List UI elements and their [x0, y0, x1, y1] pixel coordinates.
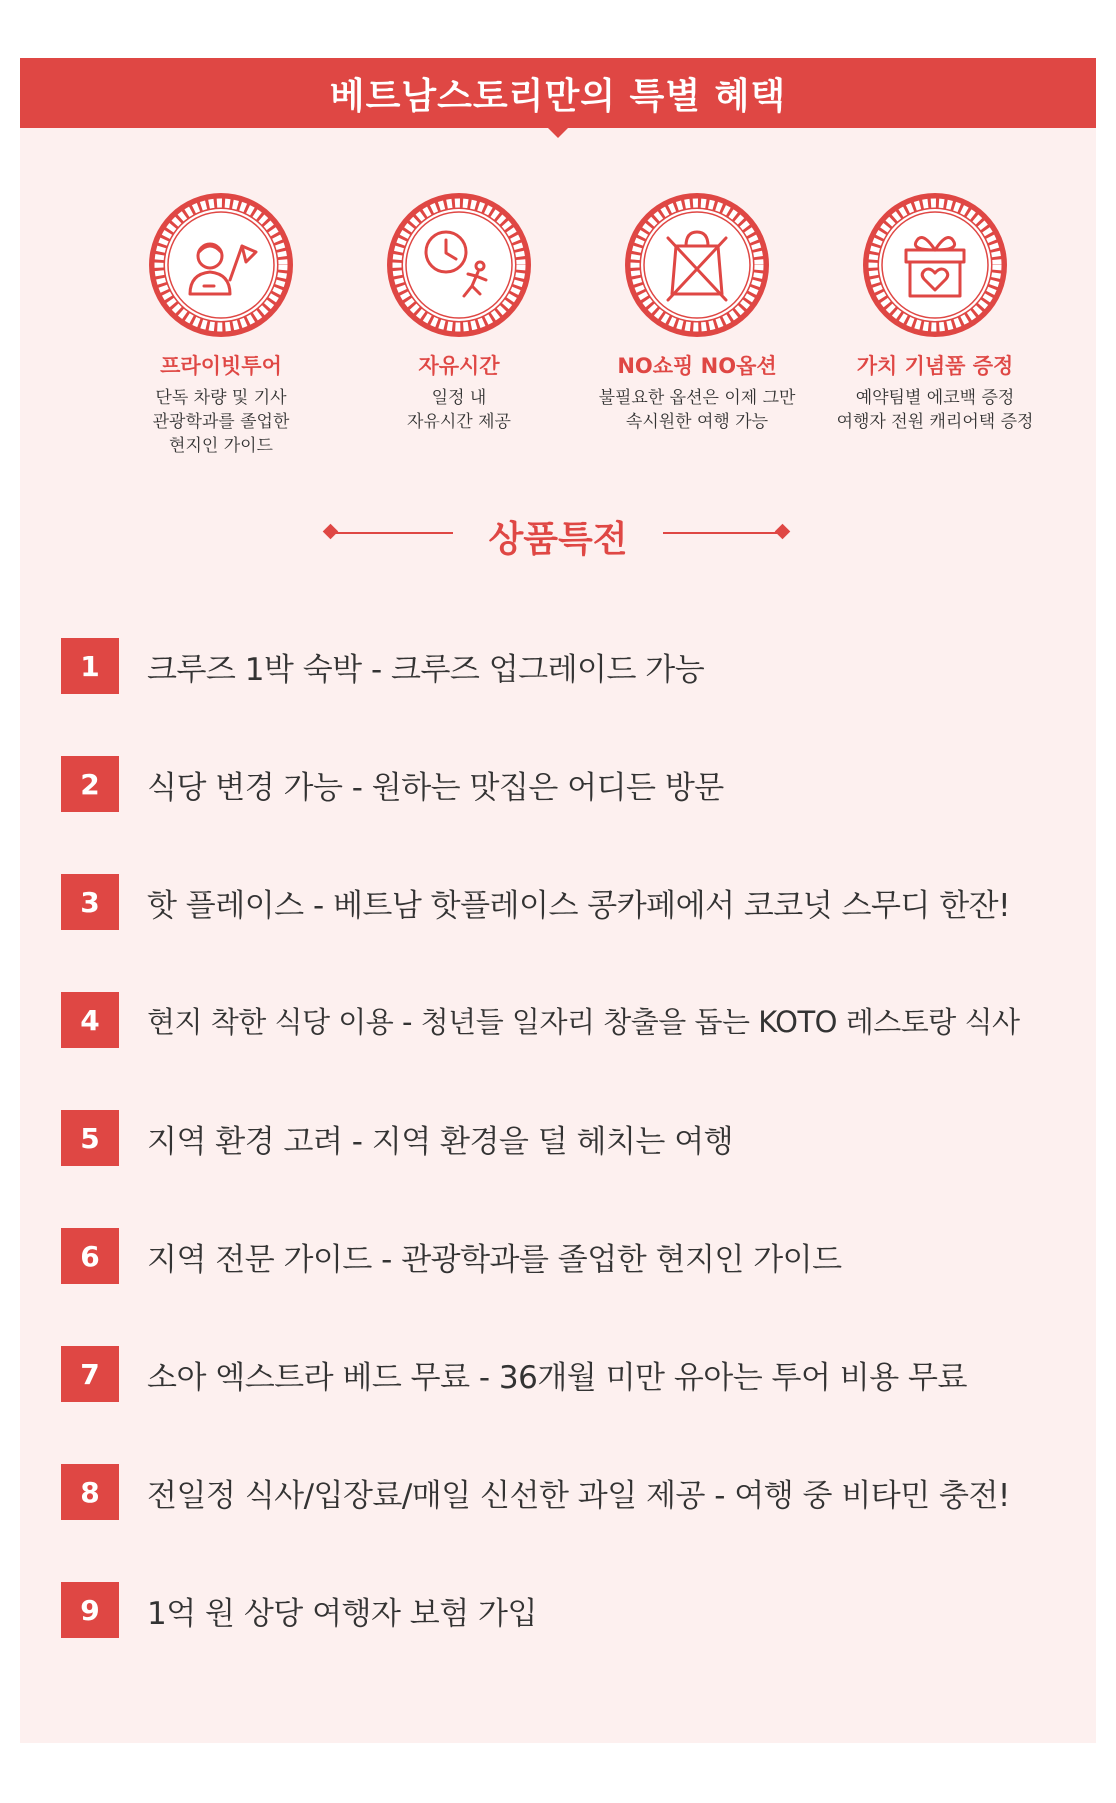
benefit-desc-line: 여행자 전원 캐리어택 증정	[836, 412, 1034, 432]
feature-text: 현지 착한 식당 이용 - 청년들 일자리 창출을 돕는 KOTO 레스토랑 식사	[147, 1004, 1020, 1039]
benefit-title: 프라이빗투어	[160, 354, 282, 378]
feature-number: 8	[61, 1464, 119, 1520]
banner	[20, 58, 1096, 128]
feature-item	[61, 1346, 1091, 1402]
feature-text: 1억 원 상당 여행자 보험 가입	[147, 1595, 537, 1632]
feature-number: 5	[61, 1110, 119, 1166]
divider-line-right	[663, 532, 783, 534]
feature-text: 전일정 식사/입장료/매일 신선한 과일 제공 - 여행 중 비타민 충전!	[147, 1477, 1010, 1514]
feature-number: 2	[61, 756, 119, 812]
feature-item	[61, 638, 1091, 694]
benefit-title: NO쇼핑 NO옵션	[617, 354, 777, 378]
benefit-desc-line: 불필요한 옵션은 이제 그만	[598, 388, 796, 408]
benefit-private-tour	[102, 190, 340, 458]
benefit-free-time	[340, 190, 578, 434]
benefit-desc-line: 단독 차량 및 기사	[155, 388, 287, 408]
feature-item	[61, 756, 1091, 812]
feature-item	[61, 1110, 1091, 1166]
feature-text: 소아 엑스트라 베드 무료 - 36개월 미만 유아는 투어 비용 무료	[147, 1359, 967, 1396]
benefit-desc-line: 현지인 가이드	[169, 436, 273, 456]
feature-number: 3	[61, 874, 119, 930]
benefit-desc-line: 속시원한 여행 가능	[625, 412, 769, 432]
benefit-desc	[816, 386, 1054, 434]
feature-number: 9	[61, 1582, 119, 1638]
features-section-header	[20, 503, 1096, 563]
benefit-desc-line: 자유시간 제공	[407, 412, 511, 432]
clock-running-person-icon	[384, 190, 534, 340]
feature-text: 지역 전문 가이드 - 관광학과를 졸업한 현지인 가이드	[147, 1241, 842, 1278]
banner-pointer	[548, 128, 568, 138]
feature-item	[61, 1464, 1091, 1520]
banner-title: 베트남스토리만의 특별 혜택	[329, 75, 787, 117]
benefit-desc-line: 관광학과를 졸업한	[152, 412, 290, 432]
feature-number: 6	[61, 1228, 119, 1284]
feature-number: 4	[61, 992, 119, 1048]
benefit-desc	[340, 386, 578, 434]
feature-number: 1	[61, 638, 119, 694]
feature-item	[61, 874, 1091, 930]
benefit-no-shopping	[578, 190, 816, 434]
benefit-title: 자유시간	[418, 354, 500, 378]
benefit-desc	[102, 386, 340, 458]
features-section-title: 상품특전	[488, 519, 628, 560]
benefit-desc-line: 일정 내	[431, 388, 487, 408]
feature-text: 크루즈 1박 숙박 - 크루즈 업그레이드 가능	[147, 651, 705, 688]
feature-item	[61, 992, 1091, 1048]
feature-text: 식당 변경 가능 - 원하는 맛집은 어디든 방문	[147, 769, 724, 806]
benefit-title: 가치 기념품 증정	[856, 354, 1014, 378]
guide-with-flag-icon	[146, 190, 296, 340]
feature-item	[61, 1582, 1091, 1638]
benefit-souvenir	[816, 190, 1054, 434]
feature-item	[61, 1228, 1091, 1284]
feature-text: 지역 환경 고려 - 지역 환경을 덜 헤치는 여행	[147, 1123, 734, 1160]
feature-text: 핫 플레이스 - 베트남 핫플레이스 콩카페에서 코코넛 스무디 한잔!	[147, 887, 1011, 924]
no-shopping-bag-icon	[622, 190, 772, 340]
feature-number: 7	[61, 1346, 119, 1402]
gift-box-heart-icon	[860, 190, 1010, 340]
benefits-card	[20, 58, 1096, 1743]
benefit-desc-line: 예약팀별 에코백 증정	[855, 388, 1015, 408]
benefit-desc	[578, 386, 816, 434]
